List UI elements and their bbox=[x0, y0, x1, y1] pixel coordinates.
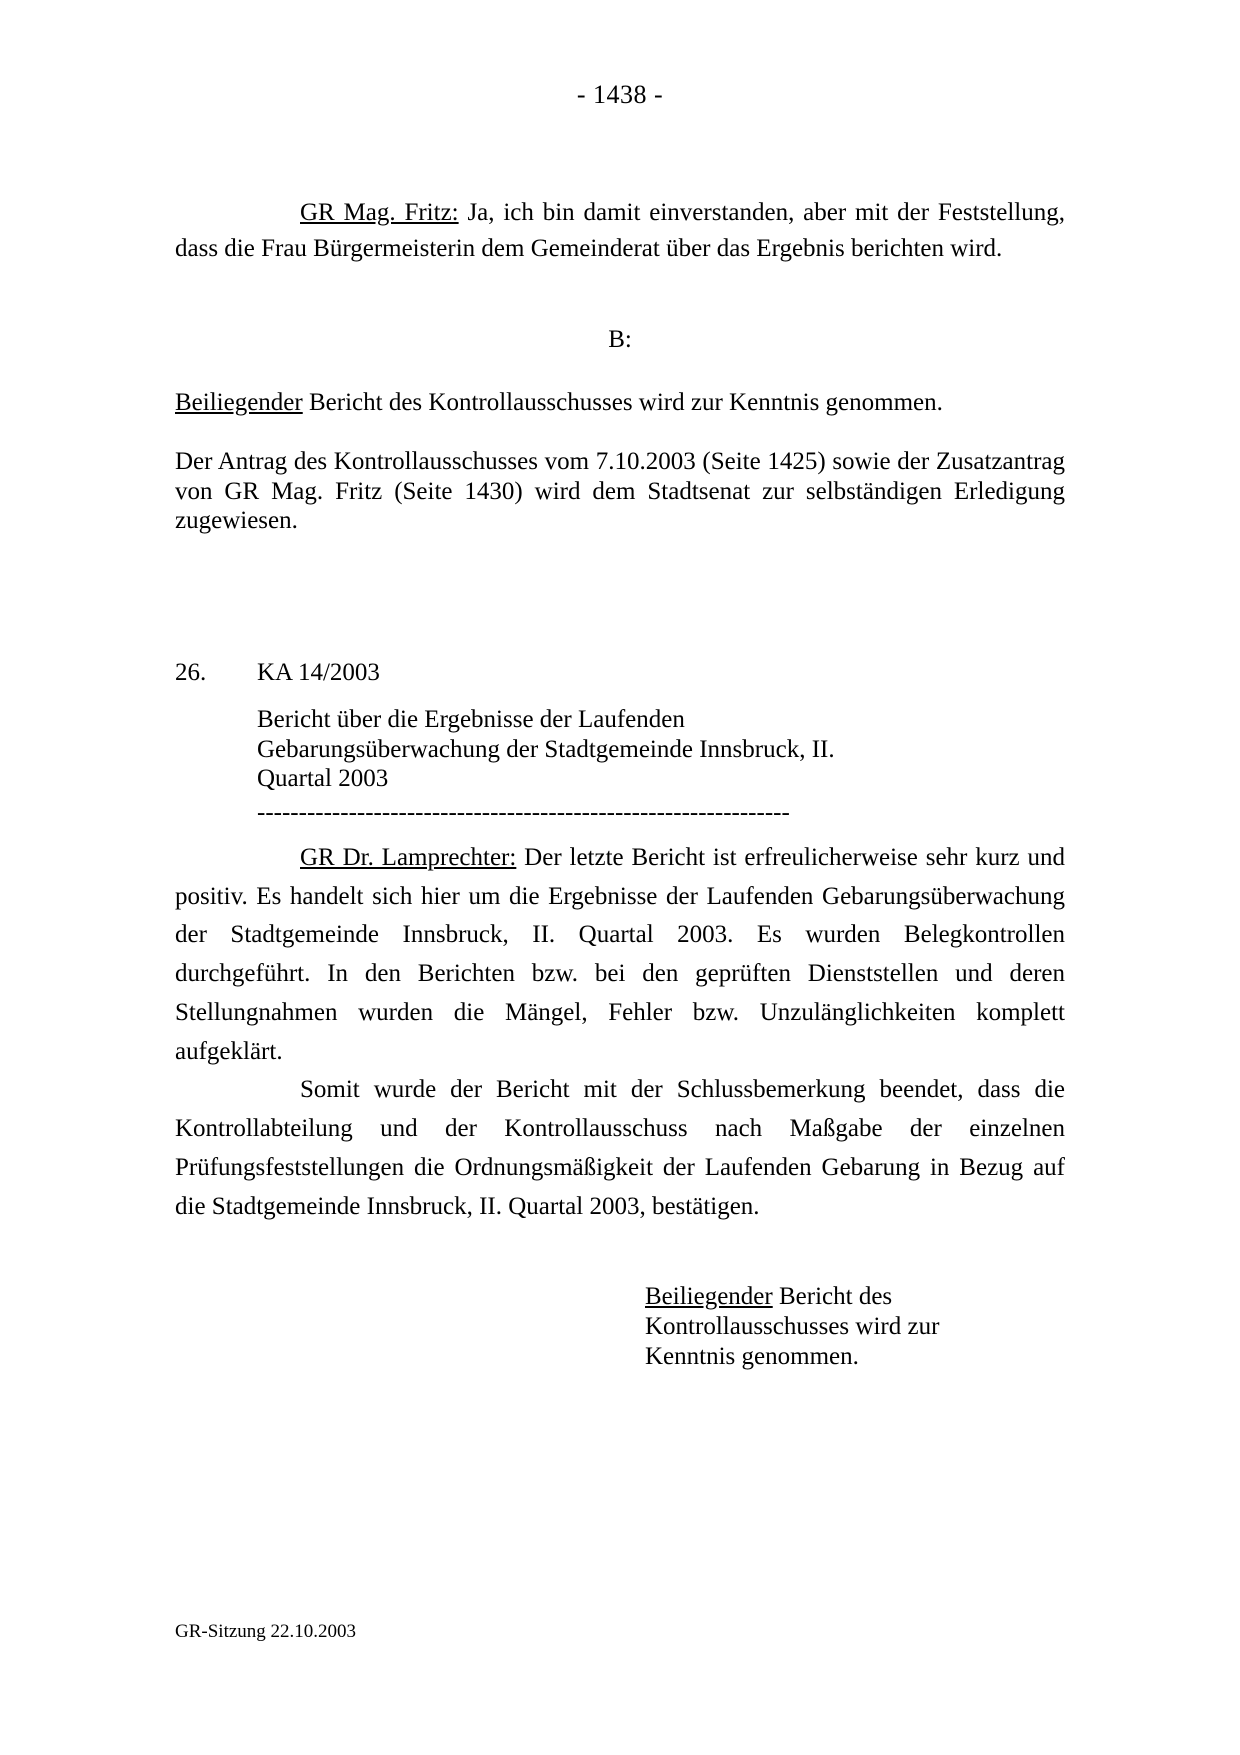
closing-resolution-text: Bericht des Kontrollausschusses wird zur Kenntnis genommen. bbox=[645, 1283, 940, 1371]
agenda-item-header bbox=[175, 656, 1065, 690]
speaker-name-fritz: GR Mag. Fritz: bbox=[300, 199, 459, 226]
closing-beiliegender-underlined: Beiliegender bbox=[645, 1283, 773, 1311]
beiliegender-underlined: Beiliegender bbox=[175, 388, 303, 416]
spacer bbox=[175, 266, 1065, 322]
page-footer: GR-Sitzung 22.10.2003 bbox=[175, 1621, 357, 1642]
spacer bbox=[175, 417, 1065, 447]
paragraph-lamprechter-speech-1 bbox=[175, 839, 1065, 1072]
spacer bbox=[175, 1226, 1065, 1282]
speaker-name-lamprechter: GR Dr. Lamprechter: bbox=[300, 843, 517, 871]
section-label-b: B: bbox=[608, 326, 632, 353]
agenda-item-code: KA 14/2003 bbox=[257, 658, 380, 686]
paragraph-lamprechter-speech-2: Somit wurde der Bericht mit der Schlussbemerkung beendet, dass die Kontrollabteilung und der Kontrollausschuss nach Maßgabe der einzelnen Prüfungsfeststellungen die Ordnungsmäßigkeit der Laufenden Gebarung in Bezug auf die Stadtgemeinde Innsbruck, II. Quartal 2003, bestätigen. bbox=[175, 1076, 1065, 1220]
speech-text-fritz: Ja, ich bin damit einverstanden, aber mit der Feststellung, dass die Frau Bürgermeisterin dem Gemeinderat über das Ergebnis berichten wird. bbox=[175, 199, 1065, 262]
spacer bbox=[175, 536, 1065, 656]
spacer bbox=[175, 358, 1065, 388]
paragraph-beiliegender-resolution bbox=[175, 388, 1065, 418]
paragraph-antrag-assignment: Der Antrag des Kontrollausschusses vom 7.10.2003 (Seite 1425) sowie der Zusatzantrag von GR Mag. Fritz (Seite 1430) wird dem Stadtsenat zur selbständigen Erledigung zugewiesen. bbox=[175, 448, 1065, 534]
agenda-item-title: Bericht über die Ergebnisse der Laufenden Gebarungsüberwachung der Stadtgemeinde Innsbruck, II. Quartal 2003 bbox=[257, 706, 835, 793]
spacer bbox=[175, 825, 1065, 839]
document-body bbox=[175, 195, 1065, 1372]
agenda-item-title-row bbox=[175, 689, 1065, 794]
agenda-item-divider: ---------------------------------------------------------------- bbox=[257, 799, 790, 825]
agenda-item-number: 26. bbox=[175, 658, 207, 686]
page-number: - 1438 - bbox=[576, 80, 664, 109]
agenda-item-number-spacer bbox=[175, 689, 257, 794]
closing-resolution bbox=[645, 1282, 975, 1372]
beiliegender-text: Bericht des Kontrollausschusses wird zur Kenntnis genommen. bbox=[302, 388, 943, 416]
agenda-item-26 bbox=[175, 656, 1065, 825]
paragraph-fritz-statement bbox=[175, 195, 1065, 266]
speech-text-lamprechter-1: Der letzte Bericht ist erfreulicherweise sehr kurz und positiv. Es handelt sich hier um die Ergebnisse der Laufenden Gebarungsüberwachung der Stadtgemeinde Innsbruck, II. Quartal 2003. Es wurden Belegkontrollen durchgeführt. In den Berichten bzw. bei den geprüften Dienststellen und deren Stellungnahmen wurden die Mängel, Fehler bzw. Unzulänglichkeiten komplett aufgeklärt. bbox=[175, 843, 1065, 1065]
